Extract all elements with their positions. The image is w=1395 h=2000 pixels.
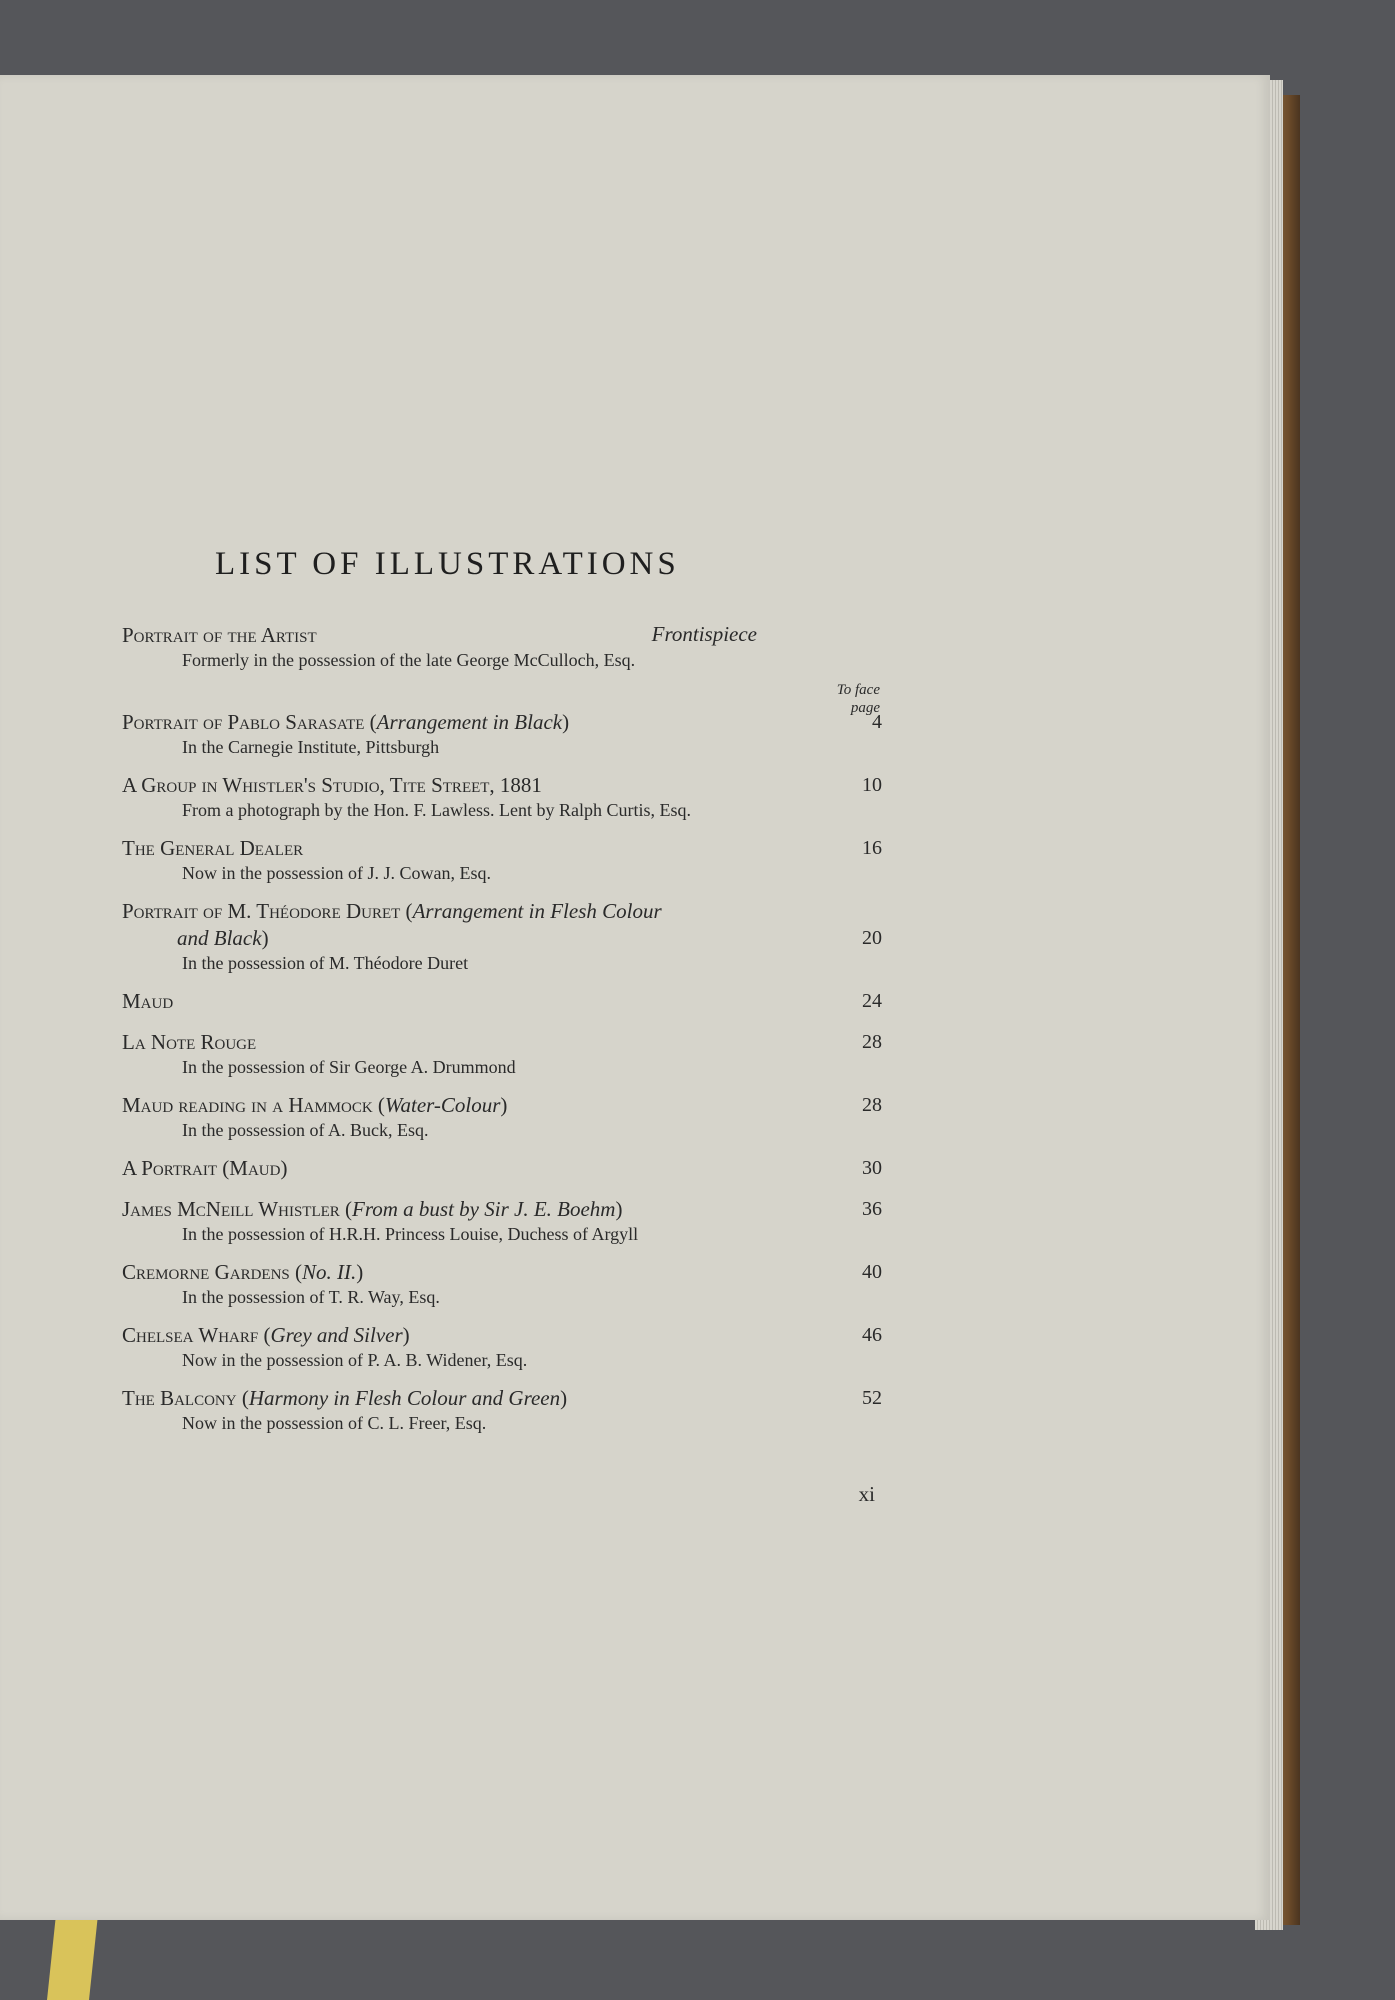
entry-text: ) <box>356 1260 364 1284</box>
entry-provenance: In the Carnegie Institute, Pittsburgh <box>182 737 440 757</box>
entry-text: ) <box>500 1093 508 1117</box>
page-number: 28 <box>862 1094 882 1116</box>
page-number: 28 <box>862 1031 882 1053</box>
entry-text: The Balcony ( <box>122 1386 249 1410</box>
entry-text: La Note Rouge <box>122 1030 257 1054</box>
page-title: LIST OF ILLUSTRATIONS <box>215 546 680 582</box>
entry-provenance: In the possession of M. Théodore Duret <box>182 953 469 973</box>
page-folio: xi <box>858 1482 875 1506</box>
entry-text: No. II. <box>302 1260 357 1284</box>
entry-title <box>122 1385 882 1412</box>
page-number: 52 <box>862 1387 882 1409</box>
entry-title <box>122 1155 882 1182</box>
entry-text: Portrait of Pablo Sarasate ( <box>122 710 377 734</box>
entry-provenance: Now in the possession of P. A. B. Widener, Esq. <box>182 1350 528 1370</box>
entry-title <box>122 898 882 925</box>
entry-text: Harmony in Flesh Colour and Green <box>248 1386 561 1410</box>
entry-provenance: In the possession of H.R.H. Princess Louise, Duchess of Argyll <box>182 1224 639 1244</box>
entry-text: ) <box>261 926 269 950</box>
entry-text: Arrangement in Black <box>376 710 563 734</box>
list-item <box>122 1259 882 1308</box>
entry-text: Portrait of the Artist <box>122 623 317 647</box>
list-item <box>122 1196 882 1245</box>
entry-text: Chelsea Wharf ( <box>122 1323 271 1347</box>
entry-title <box>122 835 882 862</box>
list-item <box>122 1092 882 1141</box>
entry-title <box>122 1196 882 1223</box>
entry-provenance: Now in the possession of J. J. Cowan, Esq. <box>182 863 491 883</box>
entry-title <box>122 772 882 799</box>
entry-text: Cremorne Gardens ( <box>122 1260 303 1284</box>
entry-provenance: In the possession of Sir George A. Drummond <box>182 1057 516 1077</box>
list-item <box>122 1155 882 1182</box>
to-face-page-label: To face page <box>836 682 880 716</box>
entry-text: Water-Colour <box>384 1093 501 1117</box>
list-item <box>122 772 882 821</box>
entry-title <box>122 1322 882 1349</box>
entry-title <box>122 1259 882 1286</box>
list-item <box>122 1385 882 1434</box>
entry-text: ) <box>560 1386 568 1410</box>
list-item <box>122 835 882 884</box>
entry-provenance: Formerly in the possession of the late George McCulloch, Esq. <box>182 650 636 670</box>
entry-text: Grey and Silver <box>270 1323 403 1347</box>
illustration-list <box>122 622 882 1448</box>
entry-text: ) <box>615 1197 623 1221</box>
list-item <box>122 1322 882 1371</box>
entry-text: The General Dealer <box>122 836 304 860</box>
entry-provenance: In the possession of A. Buck, Esq. <box>182 1120 429 1140</box>
page-number: 36 <box>862 1198 882 1220</box>
page-number: 10 <box>862 774 882 796</box>
list-item <box>122 898 882 974</box>
entry-title <box>122 1092 882 1119</box>
entry-text: From a bust by Sir J. E. Boehm <box>352 1197 616 1221</box>
entry-text: A Portrait (Maud) <box>122 1156 288 1180</box>
entry-text: ) <box>402 1323 410 1347</box>
page-number: 30 <box>862 1157 882 1179</box>
entry-text: James McNeill Whistler ( <box>122 1197 353 1221</box>
list-item <box>122 622 882 671</box>
page-number: 40 <box>862 1261 882 1283</box>
entry-provenance: In the possession of T. R. Way, Esq. <box>182 1287 440 1307</box>
list-item <box>122 709 882 758</box>
entry-title <box>122 709 882 736</box>
entry-text: Maud <box>122 989 174 1013</box>
entry-text: ) <box>562 710 570 734</box>
entry-title <box>122 988 882 1015</box>
page-number: 46 <box>862 1324 882 1346</box>
entry-title-continued <box>122 925 882 952</box>
page-number: 16 <box>862 837 882 859</box>
frontispiece-label: Frontispiece <box>651 622 757 646</box>
entry-text: Arrangement in Flesh Colour <box>412 899 662 923</box>
list-item <box>122 988 882 1015</box>
entry-title <box>122 622 882 649</box>
page-number: 20 <box>862 927 882 949</box>
page-number: 4 <box>872 711 882 733</box>
entry-text: A Group in Whistler's Studio, Tite Street, 1881 <box>122 773 542 797</box>
entry-title <box>122 1029 882 1056</box>
entry-text: and Black <box>177 926 262 950</box>
list-item <box>122 1029 882 1078</box>
entry-text: Maud reading in a Hammock ( <box>122 1093 385 1117</box>
page-number: 24 <box>862 990 882 1012</box>
entry-provenance: Now in the possession of C. L. Freer, Esq. <box>182 1413 487 1433</box>
entry-provenance: From a photograph by the Hon. F. Lawless. Lent by Ralph Curtis, Esq. <box>182 800 692 820</box>
entry-text: Portrait of M. Théodore Duret ( <box>122 899 413 923</box>
